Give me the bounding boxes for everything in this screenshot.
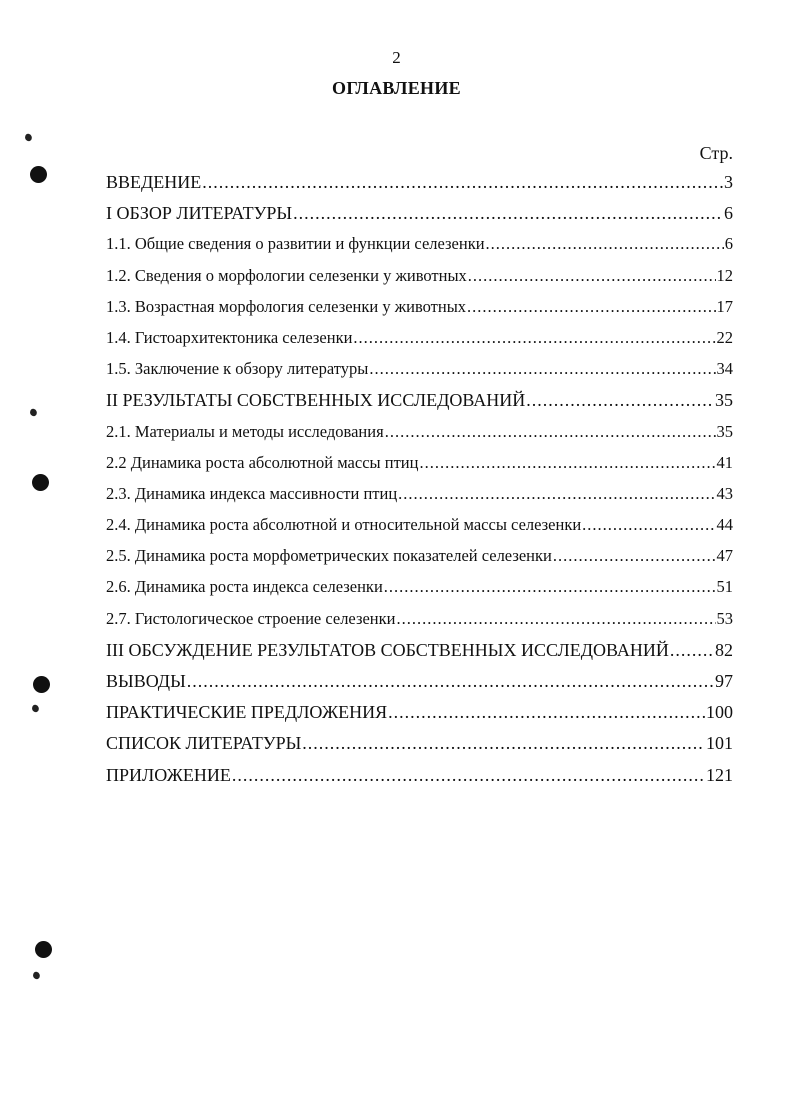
page-number: 2 — [392, 48, 401, 67]
toc-dot-leader — [384, 577, 716, 597]
toc-entry — [106, 422, 733, 453]
toc-dot-leader — [419, 453, 715, 473]
toc-dot-leader — [467, 297, 715, 317]
toc-dot-leader — [385, 422, 716, 442]
toc-entry-page: 22 — [716, 327, 733, 347]
toc-entry-page: 6 — [724, 203, 733, 224]
toc-entry-title: СПИСОК ЛИТЕРАТУРЫ — [106, 733, 302, 754]
toc-entry-title: 2.6. Динамика роста индекса селезенки — [106, 577, 383, 597]
toc-entry — [106, 453, 733, 484]
toc-entry-title: 2.3. Динамика индекса массивности птиц — [106, 483, 398, 503]
toc-dot-leader — [396, 609, 715, 629]
toc-entry-title: II РЕЗУЛЬТАТЫ СОБСТВЕННЫХ ИССЛЕДОВАНИЙ — [106, 390, 526, 411]
toc-dot-leader — [232, 765, 705, 786]
toc-entry-title: ПРИЛОЖЕНИЕ — [106, 764, 231, 785]
toc-entry-title: 2.5. Динамика роста морфометрических показателей селезенки — [106, 546, 552, 566]
toc-entry — [106, 390, 733, 421]
toc-entry — [106, 640, 733, 671]
toc-entry-page: 101 — [706, 733, 733, 754]
toc-dot-leader — [293, 203, 723, 224]
toc-entry-title: 1.4. Гистоархитектоника селезенки — [106, 327, 353, 347]
toc-dot-leader — [369, 359, 715, 379]
toc-entry — [106, 702, 733, 733]
scan-speck — [32, 971, 41, 980]
toc-entry-page: 97 — [715, 671, 733, 691]
scan-speck — [24, 133, 33, 142]
binder-hole — [33, 676, 50, 693]
toc-entry — [106, 297, 733, 328]
toc-dot-leader — [398, 484, 715, 504]
toc-entry-title: ВВЕДЕНИЕ — [106, 172, 202, 192]
toc-entry-page: 17 — [716, 296, 733, 316]
toc-entry-title: ПРАКТИЧЕСКИЕ ПРЕДЛОЖЕНИЯ — [106, 702, 388, 723]
toc-dot-leader — [486, 234, 724, 254]
toc-entry-page: 47 — [716, 546, 733, 566]
scan-speck — [31, 704, 40, 713]
toc-entry — [106, 266, 733, 297]
toc-entry-title: I ОБЗОР ЛИТЕРАТУРЫ — [106, 203, 293, 224]
toc-entry — [106, 203, 733, 234]
toc-title: ОГЛАВЛЕНИЕ — [332, 78, 461, 98]
toc-dot-leader — [526, 390, 714, 411]
toc-entry — [106, 765, 733, 796]
toc-entry-page: 53 — [716, 608, 733, 628]
toc-entry — [106, 359, 733, 390]
toc-entry — [106, 546, 733, 577]
toc-entry-title: 2.2 Динамика роста абсолютной массы птиц — [106, 452, 419, 472]
toc-entry-page: 35 — [715, 390, 733, 411]
toc-dot-leader — [468, 266, 716, 286]
toc-entry-title: 1.2. Сведения о морфологии селезенки у животных — [106, 265, 467, 285]
toc-entry-page: 100 — [706, 702, 733, 723]
toc-dot-leader — [582, 515, 715, 535]
toc-dot-leader — [302, 733, 705, 754]
toc-entry-page: 51 — [716, 577, 733, 597]
table-of-contents — [106, 172, 733, 796]
toc-dot-leader — [187, 671, 714, 692]
toc-entry — [106, 577, 733, 608]
toc-entry-page: 82 — [715, 639, 733, 660]
toc-entry — [106, 172, 733, 203]
toc-entry — [106, 484, 733, 515]
toc-entry-title: 1.1. Общие сведения о развитии и функции селезенки — [106, 234, 485, 254]
page-column-label: Стр. — [699, 143, 733, 163]
toc-entry-page: 121 — [706, 764, 733, 785]
toc-entry-title: 1.3. Возрастная морфология селезенки у животных — [106, 296, 467, 316]
toc-entry-page: 3 — [724, 172, 733, 192]
toc-dot-leader — [553, 546, 716, 566]
toc-entry-title: 2.4. Динамика роста абсолютной и относительной массы селезенки — [106, 515, 582, 535]
toc-dot-leader — [670, 640, 714, 661]
binder-hole — [35, 941, 52, 958]
toc-entry-page: 43 — [716, 483, 733, 503]
toc-entry — [106, 234, 733, 265]
toc-entry — [106, 733, 733, 764]
toc-entry — [106, 671, 733, 702]
toc-entry-page: 34 — [716, 359, 733, 379]
toc-entry-title: ВЫВОДЫ — [106, 671, 186, 691]
toc-dot-leader — [353, 328, 715, 348]
toc-entry-title: III ОБСУЖДЕНИЕ РЕЗУЛЬТАТОВ СОБСТВЕННЫХ ИССЛЕДОВАНИЙ — [106, 639, 669, 660]
toc-dot-leader — [388, 702, 705, 723]
toc-entry-page: 6 — [724, 234, 733, 254]
toc-entry-page: 41 — [716, 452, 733, 472]
toc-entry-page: 44 — [716, 515, 733, 535]
toc-entry-page: 35 — [716, 421, 733, 441]
toc-entry-title: 2.1. Материалы и методы исследования — [106, 421, 384, 441]
toc-entry — [106, 328, 733, 359]
toc-dot-leader — [202, 172, 723, 193]
binder-hole — [30, 166, 47, 183]
toc-entry-title: 1.5. Заключение к обзору литературы — [106, 359, 369, 379]
toc-entry — [106, 609, 733, 640]
toc-entry-page: 12 — [716, 265, 733, 285]
toc-entry-title: 2.7. Гистологическое строение селезенки — [106, 608, 396, 628]
binder-hole — [32, 474, 49, 491]
scan-speck — [29, 408, 38, 417]
toc-entry — [106, 515, 733, 546]
